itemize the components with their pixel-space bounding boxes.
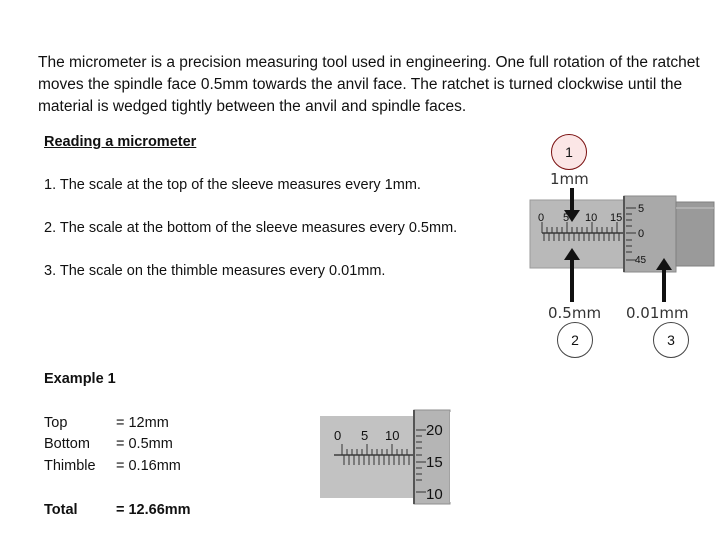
thimble-tick-0: 0 — [638, 228, 645, 240]
example-row-thimble — [44, 458, 181, 474]
example-title: Example 1 — [44, 371, 116, 387]
point-2: 2. The scale at the bottom of the sleeve measures every 0.5mm. — [44, 220, 458, 236]
example-micrometer-photo — [320, 408, 520, 506]
section-heading: Reading a micrometer — [44, 134, 197, 150]
example-thimble-tick-15: 15 — [426, 454, 443, 471]
row-value: = 0.5mm — [116, 436, 173, 452]
caption-0-01mm: 0.01mm — [626, 304, 689, 322]
caption-1mm: 1mm — [550, 170, 589, 188]
caption-0-5mm: 0.5mm — [548, 304, 602, 322]
thimble-tick-5: 5 — [638, 203, 645, 215]
total-value: = 12.66mm — [116, 502, 191, 518]
example-sleeve-tick-10: 10 — [385, 428, 400, 443]
example-sleeve-tick-5: 5 — [361, 428, 369, 443]
micrometer-diagram — [528, 130, 718, 360]
example-row-top — [44, 415, 169, 431]
thimble-tick-45: 45 — [635, 255, 647, 266]
callout-2: 2 — [557, 322, 593, 358]
row-value: = 0.16mm — [116, 458, 181, 474]
sleeve-tick-15: 15 — [610, 212, 623, 224]
sleeve-tick-10: 10 — [585, 212, 598, 224]
example-total — [44, 502, 191, 518]
total-label: Total — [44, 502, 78, 518]
row-label: Thimble — [44, 458, 96, 474]
example-thimble-tick-20: 20 — [426, 422, 443, 439]
point-1: 1. The scale at the top of the sleeve measures every 1mm. — [44, 177, 421, 193]
example-sleeve-tick-0: 0 — [334, 428, 342, 443]
callout-3: 3 — [653, 322, 689, 358]
row-value: = 12mm — [116, 415, 169, 431]
point-3: 3. The scale on the thimble measures every 0.01mm. — [44, 263, 386, 279]
scale-illustration — [528, 130, 718, 360]
example-thimble-tick-10: 10 — [426, 486, 443, 503]
row-label: Top — [44, 415, 68, 431]
example-scale-illustration — [320, 408, 520, 506]
intro-paragraph: The micrometer is a precision measuring tool used in engineering. One full rotation of the ratchet moves the spindle face 0.5mm towards the anvil face. The ratchet is turned clockwise until the material is wedged tightly between the anvil and spindle faces. — [38, 54, 700, 115]
row-label: Bottom — [44, 436, 90, 452]
sleeve-tick-0: 0 — [538, 212, 545, 224]
callout-1: 1 — [551, 134, 587, 170]
sleeve-tick-5: 5 — [563, 212, 570, 224]
example-row-bottom — [44, 436, 173, 452]
